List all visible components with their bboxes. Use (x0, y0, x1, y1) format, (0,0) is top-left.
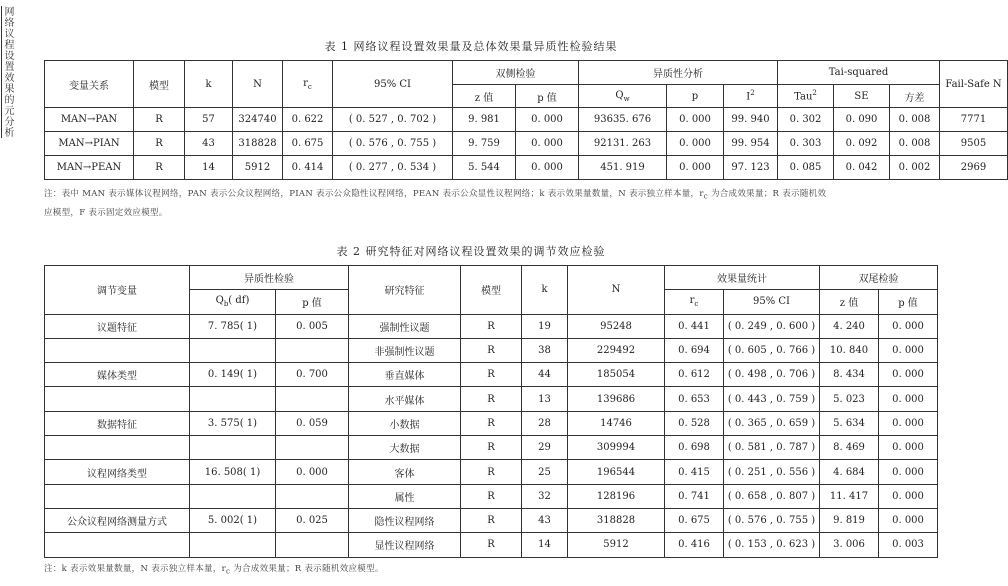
cell-model: R (461, 338, 522, 362)
table-row (45, 436, 938, 460)
cell-n: 318828 (233, 132, 283, 156)
cell-z: 5. 544 (453, 156, 516, 180)
cell-moderator: 议题特征 (45, 314, 190, 338)
cell-p2: 0. 000 (879, 411, 938, 435)
header-r: $r_c$ (283, 61, 333, 108)
running-side-header: 网络议程设置效果的元分析 (2, 6, 13, 138)
cell-model: R (461, 314, 522, 338)
cell-r: 0. 528 (665, 411, 724, 435)
header-heterogeneity: 异质性检验 (190, 266, 349, 290)
cell-relation: MAN→PIAN (45, 132, 134, 156)
header-var: 方差 (890, 85, 940, 108)
cell-ci: ( 0. 443 , 0. 759 ) (724, 387, 820, 411)
header-q: $Q_w$ (579, 85, 667, 108)
header-heterogeneity: 异质性分析 (579, 61, 778, 85)
cell-p2: 0. 003 (879, 533, 938, 557)
cell-n: 318828 (568, 508, 665, 532)
header-relation: 变量关系 (45, 61, 134, 108)
cell-ci: ( 0. 251 , 0. 556 ) (724, 460, 820, 484)
cell-tau2: 0. 085 (778, 156, 834, 180)
cell-n: 95248 (568, 314, 665, 338)
header-feature: 研究特征 (349, 266, 461, 315)
header-effect: 效果量统计 (665, 266, 820, 290)
cell-p: 0. 000 (516, 156, 579, 180)
cell-model: R (461, 363, 522, 387)
cell-p (276, 533, 349, 557)
header-r: $r_c$ (665, 290, 724, 314)
cell-qb: 3. 575( 1) (190, 411, 276, 435)
header-het-p: p (667, 85, 724, 108)
cell-k: 19 (522, 314, 568, 338)
cell-moderator (45, 387, 190, 411)
cell-p2: 0. 000 (879, 436, 938, 460)
table-row (45, 460, 938, 484)
cell-k: 43 (522, 508, 568, 532)
cell-n: 185054 (568, 363, 665, 387)
cell-n: 196544 (568, 460, 665, 484)
cell-feature: 客体 (349, 460, 461, 484)
header-qb: $Q_b$( df) (190, 290, 276, 314)
cell-model: R (134, 132, 185, 156)
header-se: SE (834, 85, 890, 108)
cell-k: 44 (522, 363, 568, 387)
header-i2: $I^2$ (724, 85, 778, 108)
cell-het-p: 0. 000 (667, 132, 724, 156)
header-n: N (233, 61, 283, 108)
table-row (45, 108, 1008, 132)
header-two-tailed: 双尾检验 (820, 266, 938, 290)
cell-model: R (134, 108, 185, 132)
cell-ci: ( 0. 498 , 0. 706 ) (724, 363, 820, 387)
header-tau-group: Tai-squared (778, 61, 940, 85)
header-moderator: 调节变量 (45, 266, 190, 315)
cell-z: 8. 469 (820, 436, 879, 460)
cell-r: 0. 694 (665, 338, 724, 362)
table-row (45, 508, 938, 532)
cell-ci: ( 0. 581 , 0. 787 ) (724, 436, 820, 460)
cell-failsafe: 7771 (940, 108, 1008, 132)
cell-n: 5912 (568, 533, 665, 557)
cell-ci: ( 0. 605 , 0. 766 ) (724, 338, 820, 362)
cell-feature: 属性 (349, 484, 461, 508)
cell-ci: ( 0. 365 , 0. 659 ) (724, 411, 820, 435)
cell-ci: ( 0. 576 , 0. 755 ) (333, 132, 453, 156)
cell-qb: 16. 508( 1) (190, 460, 276, 484)
cell-ci: ( 0. 277 , 0. 534 ) (333, 156, 453, 180)
cell-tau2: 0. 302 (778, 108, 834, 132)
cell-k: 14 (185, 156, 233, 180)
cell-i2: 99. 954 (724, 132, 778, 156)
cell-qb (190, 387, 276, 411)
header-k: k (522, 266, 568, 315)
cell-relation: MAN→PEAN (45, 156, 134, 180)
cell-p (276, 338, 349, 362)
cell-var: 0. 002 (890, 156, 940, 180)
cell-ci: ( 0. 658 , 0. 807 ) (724, 484, 820, 508)
cell-z: 4. 684 (820, 460, 879, 484)
cell-r: 0. 675 (283, 132, 333, 156)
cell-z: 9. 759 (453, 132, 516, 156)
cell-q: 451. 919 (579, 156, 667, 180)
cell-z: 4. 240 (820, 314, 879, 338)
cell-r: 0. 741 (665, 484, 724, 508)
table-row (45, 314, 938, 338)
header-two-tailed: 双侧检验 (453, 61, 579, 85)
table2-caption: 表 2 研究特征对网络议程设置效果的调节效应检验 (336, 245, 606, 258)
header-ci: 95% CI (724, 290, 820, 314)
header-p: p 值 (276, 290, 349, 314)
cell-p (276, 387, 349, 411)
cell-n: 229492 (568, 338, 665, 362)
cell-k: 28 (522, 411, 568, 435)
cell-k: 32 (522, 484, 568, 508)
cell-k: 13 (522, 387, 568, 411)
cell-qb: 5. 002( 1) (190, 508, 276, 532)
cell-feature: 小数据 (349, 411, 461, 435)
cell-i2: 97. 123 (724, 156, 778, 180)
cell-moderator: 媒体类型 (45, 363, 190, 387)
cell-var: 0. 008 (890, 108, 940, 132)
cell-p: 0. 059 (276, 411, 349, 435)
cell-p: 0. 005 (276, 314, 349, 338)
table1 (44, 60, 1008, 180)
cell-k: 57 (185, 108, 233, 132)
cell-model: R (461, 436, 522, 460)
cell-k: 29 (522, 436, 568, 460)
table-row (45, 387, 938, 411)
cell-qb (190, 484, 276, 508)
cell-qb: 0. 149( 1) (190, 363, 276, 387)
cell-z: 10. 840 (820, 338, 879, 362)
table2-body (45, 314, 938, 557)
cell-q: 92131. 263 (579, 132, 667, 156)
cell-moderator: 数据特征 (45, 411, 190, 435)
table-row (45, 484, 938, 508)
cell-z: 8. 434 (820, 363, 879, 387)
cell-p: 0. 700 (276, 363, 349, 387)
cell-moderator: 议程网络类型 (45, 460, 190, 484)
cell-relation: MAN→PAN (45, 108, 134, 132)
cell-q: 93635. 676 (579, 108, 667, 132)
cell-moderator: 公众议程网络测量方式 (45, 508, 190, 532)
cell-r: 0. 441 (665, 314, 724, 338)
cell-ci: ( 0. 576 , 0. 755 ) (724, 508, 820, 532)
table-row (45, 363, 938, 387)
cell-feature: 水平媒体 (349, 387, 461, 411)
cell-feature: 显性议程网络 (349, 533, 461, 557)
cell-p2: 0. 000 (879, 363, 938, 387)
cell-failsafe: 2969 (940, 156, 1008, 180)
cell-feature: 隐性议程网络 (349, 508, 461, 532)
table1-caption: 表 1 网络议程设置效果量及总体效果量异质性检验结果 (324, 40, 618, 53)
table-row (45, 338, 938, 362)
cell-ci: ( 0. 249 , 0. 600 ) (724, 314, 820, 338)
cell-qb (190, 533, 276, 557)
header-z: z 值 (453, 85, 516, 108)
table1-note: 注：表中 MAN 表示媒体议程网络，PAN 表示公众议程网络，PIAN 表示公众隐性议程网络，PEAN 表示公众显性议程网络；k 表示效果量数量，N 表示独立样本量，$r_c$ 为合成效果量；R 表示随机效 应模型，F 表示固定效应模型。 (44, 189, 827, 218)
cell-model: R (461, 533, 522, 557)
cell-qb (190, 436, 276, 460)
cell-k: 14 (522, 533, 568, 557)
cell-z: 9. 819 (820, 508, 879, 532)
cell-model: R (461, 387, 522, 411)
cell-failsafe: 9505 (940, 132, 1008, 156)
table-row (45, 132, 1008, 156)
cell-p2: 0. 000 (879, 484, 938, 508)
table-row (45, 156, 1008, 180)
cell-p (276, 484, 349, 508)
cell-z: 11. 417 (820, 484, 879, 508)
cell-r: 0. 416 (665, 533, 724, 557)
cell-n: 139686 (568, 387, 665, 411)
header-failsafe: Fail-Safe N (940, 61, 1008, 108)
cell-se: 0. 090 (834, 108, 890, 132)
table-row (45, 411, 938, 435)
cell-feature: 非强制性议题 (349, 338, 461, 362)
cell-se: 0. 092 (834, 132, 890, 156)
cell-z: 5. 634 (820, 411, 879, 435)
header-n: N (568, 266, 665, 315)
cell-n: 128196 (568, 484, 665, 508)
cell-model: R (461, 484, 522, 508)
cell-z: 5. 023 (820, 387, 879, 411)
header-p2: p 值 (879, 290, 938, 314)
cell-p2: 0. 000 (879, 460, 938, 484)
cell-r: 0. 698 (665, 436, 724, 460)
header-model: 模型 (134, 61, 185, 108)
cell-n: 324740 (233, 108, 283, 132)
cell-model: R (461, 411, 522, 435)
cell-tau2: 0. 303 (778, 132, 834, 156)
table-row (45, 533, 938, 557)
cell-r: 0. 675 (665, 508, 724, 532)
cell-model: R (134, 156, 185, 180)
cell-p2: 0. 000 (879, 387, 938, 411)
cell-se: 0. 042 (834, 156, 890, 180)
cell-p2: 0. 000 (879, 338, 938, 362)
cell-het-p: 0. 000 (667, 156, 724, 180)
cell-p: 0. 000 (276, 460, 349, 484)
cell-p2: 0. 000 (879, 508, 938, 532)
cell-p (276, 436, 349, 460)
cell-r: 0. 414 (283, 156, 333, 180)
cell-p2: 0. 000 (879, 314, 938, 338)
cell-r: 0. 622 (283, 108, 333, 132)
cell-feature: 垂直媒体 (349, 363, 461, 387)
cell-feature: 大数据 (349, 436, 461, 460)
cell-n: 14746 (568, 411, 665, 435)
cell-p: 0. 000 (516, 108, 579, 132)
header-ci: 95% CI (333, 61, 453, 108)
cell-model: R (461, 508, 522, 532)
header-p: p 值 (516, 85, 579, 108)
cell-qb: 7. 785( 1) (190, 314, 276, 338)
cell-feature: 强制性议题 (349, 314, 461, 338)
cell-r: 0. 653 (665, 387, 724, 411)
header-model: 模型 (461, 266, 522, 315)
cell-het-p: 0. 000 (667, 108, 724, 132)
cell-r: 0. 612 (665, 363, 724, 387)
cell-i2: 99. 940 (724, 108, 778, 132)
cell-model: R (461, 460, 522, 484)
cell-qb (190, 338, 276, 362)
table2-note: 注：k 表示效果量数量，N 表示独立样本量，$r_c$ 为合成效果量；R 表示随机效应模型。 (44, 564, 384, 576)
cell-moderator (45, 436, 190, 460)
cell-moderator (45, 533, 190, 557)
cell-n: 309994 (568, 436, 665, 460)
cell-ci: ( 0. 527 , 0. 702 ) (333, 108, 453, 132)
cell-k: 43 (185, 132, 233, 156)
cell-p: 0. 025 (276, 508, 349, 532)
table2 (44, 265, 938, 558)
cell-var: 0. 008 (890, 132, 940, 156)
cell-ci: ( 0. 153 , 0. 623 ) (724, 533, 820, 557)
header-z: z 值 (820, 290, 879, 314)
cell-k: 38 (522, 338, 568, 362)
header-k: k (185, 61, 233, 108)
cell-n: 5912 (233, 156, 283, 180)
header-tau2: Tau$^2$ (778, 85, 834, 108)
cell-moderator (45, 484, 190, 508)
cell-p: 0. 000 (516, 132, 579, 156)
cell-z: 3. 006 (820, 533, 879, 557)
cell-r: 0. 415 (665, 460, 724, 484)
cell-k: 25 (522, 460, 568, 484)
cell-moderator (45, 338, 190, 362)
cell-z: 9. 981 (453, 108, 516, 132)
